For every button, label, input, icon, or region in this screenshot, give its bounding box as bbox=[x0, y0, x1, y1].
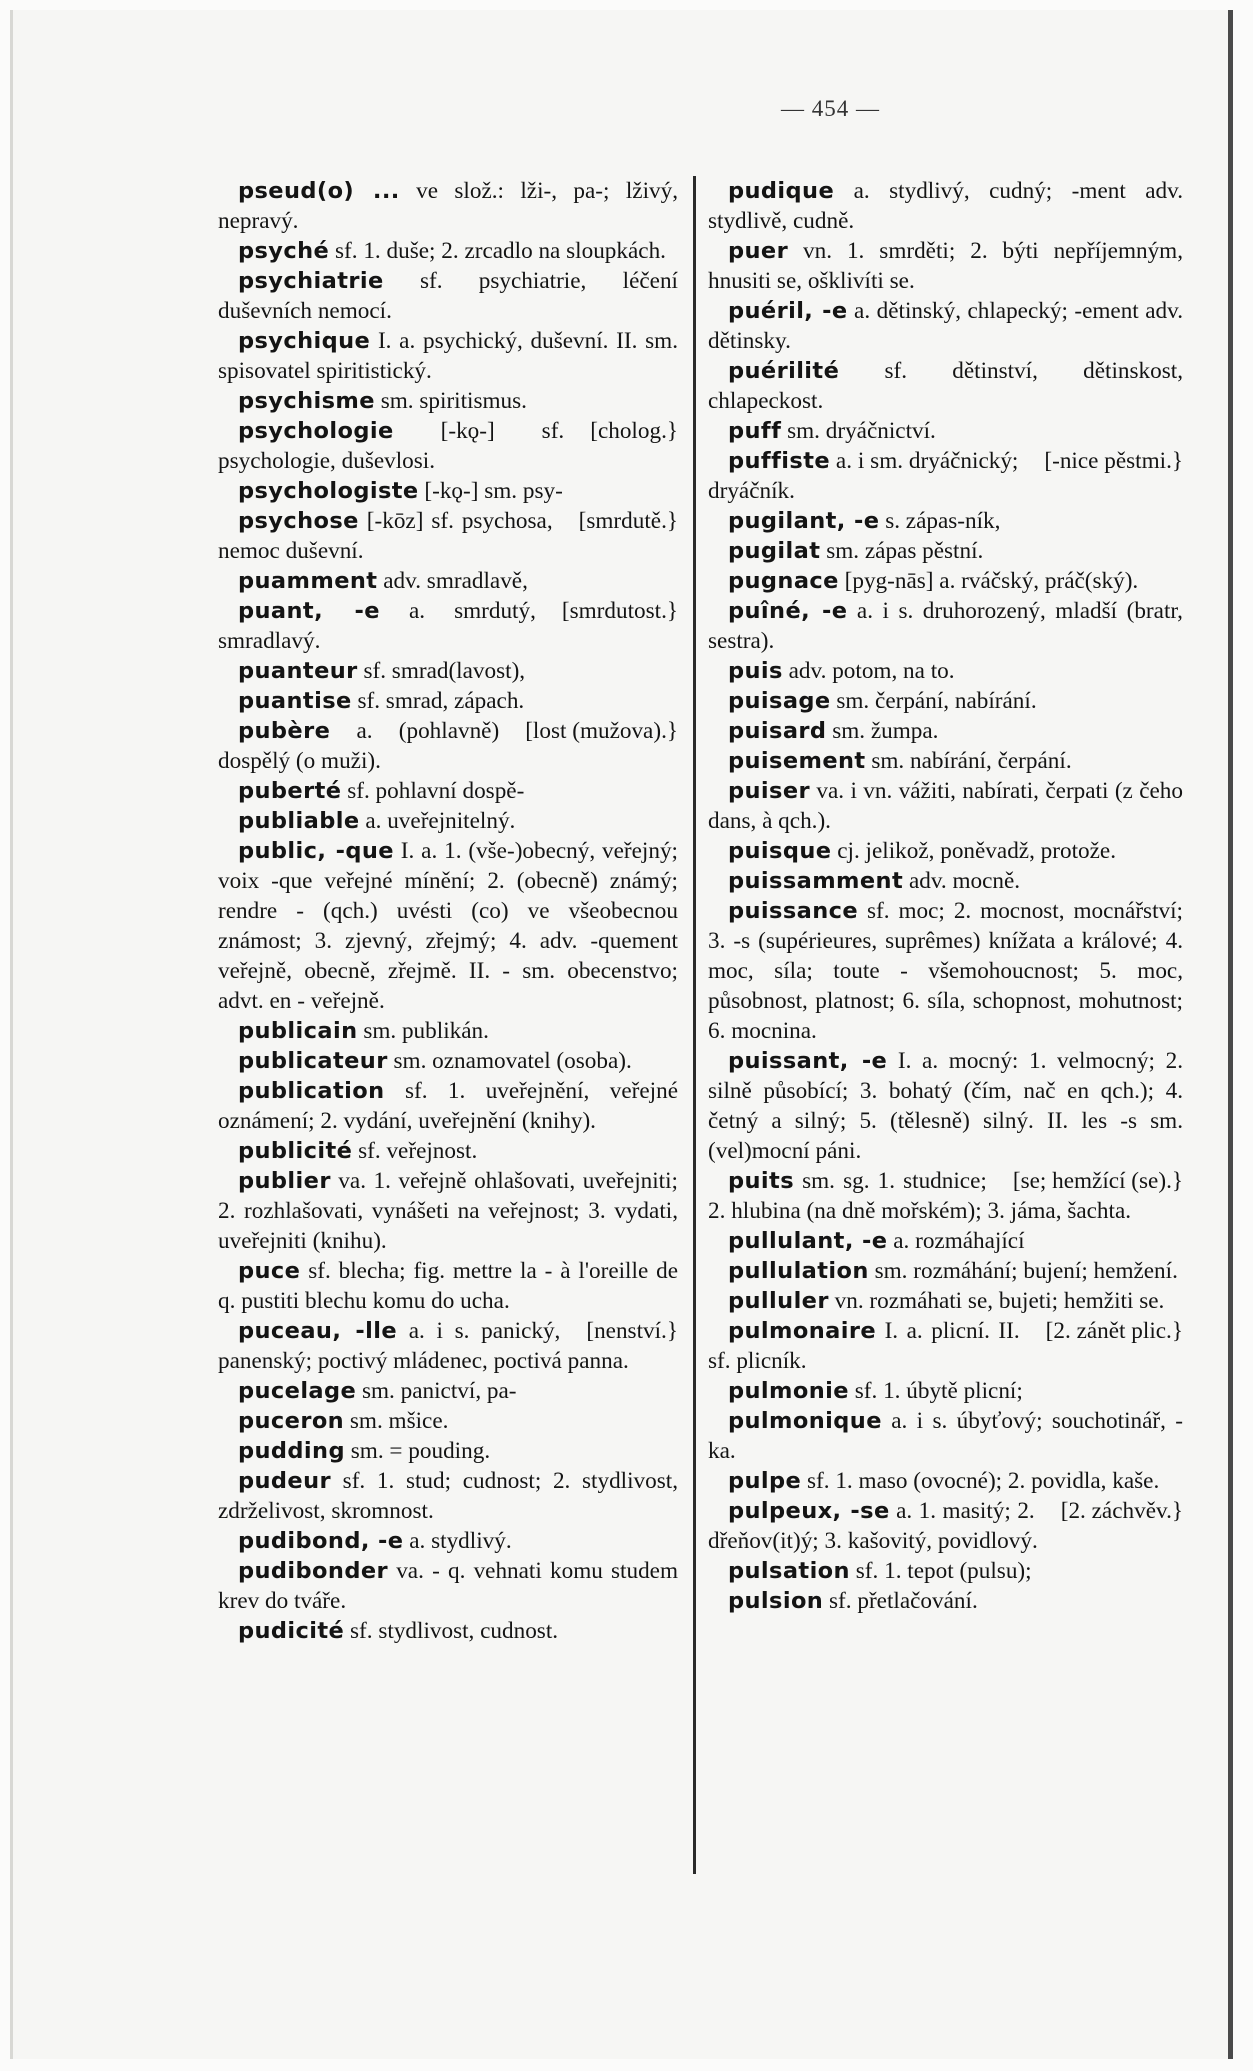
definition: sf. dětinství, dětinskost, chlapeckost. bbox=[708, 358, 1183, 414]
definition: I. a. psychický, duševní. II. sm. spisovatel spiritistický. bbox=[218, 328, 678, 384]
dictionary-entry bbox=[708, 1316, 1183, 1376]
definition: [-kōz] sf. psychosa, nemoc duševní. bbox=[218, 508, 553, 564]
dictionary-entry bbox=[708, 506, 1183, 536]
dictionary-entry bbox=[218, 1256, 678, 1316]
headword: psychique bbox=[238, 328, 371, 354]
definition: va. - q. vehnati komu studem krev do tváře. bbox=[218, 1558, 678, 1614]
dictionary-entry bbox=[708, 566, 1183, 596]
headword: pulpe bbox=[728, 1468, 802, 1494]
headword: pulpeux, -se bbox=[728, 1498, 890, 1524]
definition: a. smrdutý, smradlavý. bbox=[218, 598, 536, 654]
definition: vn. rozmáhati se, bujeti; hemžiti se. bbox=[828, 1288, 1165, 1314]
dictionary-entry bbox=[708, 356, 1183, 416]
headword: puissant, -e bbox=[728, 1048, 888, 1074]
definition: va. 1. veřejně ohlašovati, uveřejniti; 2. rozhlašovati, vynášeti na veřejnost; 3. vydati, uveřejniti (knihu). bbox=[218, 1168, 678, 1254]
headword: puer bbox=[728, 238, 789, 264]
dictionary-entry bbox=[708, 176, 1183, 236]
definition: sf. blecha; fig. mettre la - à l'oreille de q. pustiti blechu komu do ucha. bbox=[218, 1258, 678, 1314]
headword: puanteur bbox=[238, 658, 358, 684]
headword: pseud(o) ... bbox=[238, 178, 400, 204]
headword: pullulant, -e bbox=[728, 1228, 888, 1254]
headword: pudding bbox=[238, 1438, 345, 1464]
definition: a. i s. úbyťový; souchotinář, -ka. bbox=[708, 1408, 1183, 1464]
headword: puissamment bbox=[728, 868, 904, 894]
definition: ve slož.: lži-, pa-; lživý, nepravý. bbox=[218, 178, 678, 234]
dictionary-entry bbox=[708, 536, 1183, 566]
dictionary-entry bbox=[708, 1226, 1183, 1256]
headword: pullulation bbox=[728, 1258, 869, 1284]
right-column bbox=[708, 176, 1183, 1616]
definition: I. a. plicní. II. sf. plicník. bbox=[708, 1318, 1020, 1374]
definition: sm. = pouding. bbox=[344, 1438, 491, 1464]
definition: sm. čerpání, nabírání. bbox=[830, 688, 1037, 714]
definition: [pyg-nās] a. rváčský, práč(ský). bbox=[838, 568, 1139, 594]
definition: a. stydlivý, cudný; -ment adv. stydlivě, cudně. bbox=[708, 178, 1183, 234]
headword: publicité bbox=[238, 1138, 353, 1164]
definition: sm. sg. 1. studnice; 2. hlubina (na dně mořském); 3. jáma, šachta. bbox=[708, 1168, 1132, 1224]
definition: a. i s. druhorozený, mladší (bratr, sestra). bbox=[708, 598, 1183, 654]
dictionary-entry bbox=[708, 1556, 1183, 1586]
headword: psychisme bbox=[238, 388, 375, 414]
definition: vn. 1. smrděti; 2. býti nepříjemným, hnusiti se, ošklivíti se. bbox=[708, 238, 1183, 294]
definition: sf. přetlačování. bbox=[823, 1588, 978, 1614]
headword: pudique bbox=[728, 178, 835, 204]
definition: a. i sm. dryáčnický; dryáčník. bbox=[708, 448, 1019, 504]
entry-tail: [se; hemžící (se).} bbox=[1012, 1168, 1183, 1194]
dictionary-entry bbox=[218, 1436, 678, 1466]
headword: psychologie bbox=[238, 418, 394, 444]
dictionary-entry bbox=[708, 416, 1183, 446]
dictionary-entry bbox=[218, 776, 678, 806]
headword: puîné, -e bbox=[728, 598, 848, 624]
headword: pulmonie bbox=[728, 1378, 849, 1404]
dictionary-entry bbox=[218, 266, 678, 326]
dictionary-entry bbox=[708, 446, 1183, 506]
definition: cj. jelikož, poněvadž, protože. bbox=[831, 838, 1117, 864]
headword: puantise bbox=[238, 688, 352, 714]
definition: a. uveřejnitelný. bbox=[359, 808, 516, 834]
definition: sf. veřejnost. bbox=[352, 1138, 478, 1164]
headword: pugilat bbox=[728, 538, 821, 564]
dictionary-entry bbox=[708, 1496, 1183, 1556]
dictionary-entry bbox=[708, 896, 1183, 1046]
dictionary-entry bbox=[218, 386, 678, 416]
entry-tail: [2. zánět plic.} bbox=[1045, 1318, 1183, 1344]
headword: puisage bbox=[728, 688, 831, 714]
headword: psychologiste bbox=[238, 478, 419, 504]
headword: puissance bbox=[728, 898, 859, 924]
headword: puis bbox=[728, 658, 783, 684]
definition: sm. nabírání, čerpání. bbox=[865, 748, 1072, 774]
headword: puant, -e bbox=[238, 598, 380, 624]
headword: puisard bbox=[728, 718, 827, 744]
dictionary-entry bbox=[218, 686, 678, 716]
headword: psychiatrie bbox=[238, 268, 384, 294]
definition: sf. stydlivost, cudnost. bbox=[344, 1618, 559, 1644]
entry-tail: [smrdutě.} bbox=[578, 508, 678, 534]
dictionary-entry bbox=[218, 476, 678, 506]
dictionary-entry bbox=[708, 1256, 1183, 1286]
headword: puceau, -lle bbox=[238, 1318, 398, 1344]
headword: pulluler bbox=[728, 1288, 829, 1314]
headword: pucelage bbox=[238, 1378, 357, 1404]
dictionary-entry bbox=[708, 596, 1183, 656]
definition: adv. mocně. bbox=[903, 868, 1021, 894]
definition: sf. pohlavní dospě- bbox=[341, 778, 525, 804]
headword: pudibond, -e bbox=[238, 1528, 404, 1554]
column-divider bbox=[693, 176, 696, 1874]
headword: puéril, -e bbox=[728, 298, 848, 324]
definition: sf. smrad(lavost), bbox=[357, 658, 526, 684]
headword: pudicité bbox=[238, 1618, 345, 1644]
definition: sm. rozmáhání; bujení; hemžení. bbox=[868, 1258, 1178, 1284]
definition: a. stydlivý. bbox=[403, 1528, 512, 1554]
dictionary-entry bbox=[218, 176, 678, 236]
headword: publiable bbox=[238, 808, 360, 834]
definition: I. a. 1. (vše-)obecný, veřejný; voix -que veřejné mínění; 2. (obecně) známý; rendre - (qch.) uvésti (co) ve všeobecnou známost; 3. zjevný, zřejmý; 4. adv. -quement veřejně, obecně, zřejmě. II. - sm. obecenstvo; advt. en - veřejně. bbox=[218, 838, 678, 1014]
headword: puisque bbox=[728, 838, 832, 864]
dictionary-entry bbox=[708, 1376, 1183, 1406]
dictionary-entry bbox=[218, 326, 678, 386]
dictionary-entry bbox=[218, 1076, 678, 1136]
dictionary-entry bbox=[218, 506, 678, 566]
definition: I. a. mocný: 1. velmocný; 2. silně působící; 3. bohatý (čím, nač en qch.); 4. četný a silný; 5. (tělesně) silný. II. les -s sm. (vel)mocní páni. bbox=[708, 1048, 1183, 1164]
entry-tail: [-nice pěstmi.} bbox=[1044, 448, 1183, 474]
definition: sm. publikán. bbox=[357, 1018, 489, 1044]
headword: pudeur bbox=[238, 1468, 332, 1494]
dictionary-entry bbox=[218, 1316, 678, 1376]
dictionary-entry bbox=[218, 566, 678, 596]
dictionary-entry bbox=[218, 1556, 678, 1616]
headword: pulmonique bbox=[728, 1408, 882, 1434]
headword: pugnace bbox=[728, 568, 839, 594]
headword: pubère bbox=[238, 718, 331, 744]
definition: adv. smradlavě, bbox=[377, 568, 528, 594]
entry-tail: [lost (mužova).} bbox=[525, 718, 678, 744]
definition: sf. psychiatrie, léčení duševních nemocí. bbox=[218, 268, 678, 324]
headword: pugilant, -e bbox=[728, 508, 880, 534]
definition: sf. smrad, zápach. bbox=[351, 688, 525, 714]
headword: puceron bbox=[238, 1408, 345, 1434]
headword: puits bbox=[728, 1168, 794, 1194]
dictionary-entry bbox=[218, 1406, 678, 1436]
dictionary-entry bbox=[218, 1016, 678, 1046]
entry-tail: [nenství.} bbox=[586, 1318, 678, 1344]
dictionary-entry bbox=[218, 716, 678, 776]
headword: puce bbox=[238, 1258, 301, 1284]
dictionary-entry bbox=[708, 836, 1183, 866]
dictionary-entry bbox=[218, 1166, 678, 1256]
dictionary-entry bbox=[218, 1376, 678, 1406]
dictionary-entry bbox=[218, 1616, 678, 1646]
definition: sm. oznamovatel (osoba). bbox=[387, 1048, 632, 1074]
dictionary-entry bbox=[708, 866, 1183, 896]
dictionary-entry bbox=[708, 1406, 1183, 1466]
definition: sm. dryáčnictví. bbox=[781, 418, 936, 444]
dictionary-entry bbox=[218, 416, 678, 476]
dictionary-entry bbox=[218, 236, 678, 266]
dictionary-entry bbox=[218, 1466, 678, 1526]
entry-tail: [2. záchvěv.} bbox=[1060, 1498, 1183, 1524]
dictionary-entry bbox=[708, 1466, 1183, 1496]
page-number: — 454 — bbox=[781, 96, 880, 121]
definition: sm. zápas pěstní. bbox=[820, 538, 984, 564]
headword: psyché bbox=[238, 238, 330, 264]
dictionary-entry bbox=[708, 1286, 1183, 1316]
headword: pulsion bbox=[728, 1588, 824, 1614]
dictionary-entry bbox=[708, 1046, 1183, 1166]
definition: sf. 1. stud; cudnost; 2. stydlivost, zdrželivost, skromnost. bbox=[218, 1468, 678, 1524]
headword: publicain bbox=[238, 1018, 358, 1044]
definition: a. (pohlavně) dospělý (o muži). bbox=[218, 718, 500, 774]
headword: puisement bbox=[728, 748, 866, 774]
headword: psychose bbox=[238, 508, 359, 534]
definition: a. rozmáhající bbox=[887, 1228, 1025, 1254]
definition: sm. spiritismus. bbox=[374, 388, 527, 414]
dictionary-entry bbox=[708, 656, 1183, 686]
dictionary-entry bbox=[218, 1046, 678, 1076]
dictionary-entry bbox=[218, 1526, 678, 1556]
dictionary-entry bbox=[218, 1136, 678, 1166]
definition: va. i vn. vážiti, nabírati, čerpati (z čeho dans, à qch.). bbox=[708, 778, 1183, 834]
headword: public, -que bbox=[238, 838, 394, 864]
definition: sf. moc; 2. mocnost, mocnářství; 3. -s (supérieures, suprêmes) knížata a králové; 4. moc, síla; toute - všemohoucnost; 5. moc, působnost, platnost; 6. síla, schopnost, mohutnost; 6. mocnina. bbox=[708, 898, 1183, 1044]
definition: [-kǫ-] sf. psychologie, duševlosi. bbox=[218, 418, 565, 474]
definition: adv. potom, na to. bbox=[782, 658, 955, 684]
headword: publication bbox=[238, 1078, 385, 1104]
headword: publier bbox=[238, 1168, 331, 1194]
definition: sm. panictví, pa- bbox=[356, 1378, 517, 1404]
definition: sf. 1. maso (ovocné); 2. povidla, kaše. bbox=[801, 1468, 1160, 1494]
definition: a. i s. panický, panenský; poctivý mládenec, poctivá panna. bbox=[218, 1318, 629, 1374]
dictionary-entry bbox=[708, 236, 1183, 296]
dictionary-entry bbox=[708, 686, 1183, 716]
definition: a. 1. masitý; 2. dřeňov(it)ý; 3. kašovitý, povidlový. bbox=[708, 1498, 1038, 1554]
dictionary-entry bbox=[708, 716, 1183, 746]
dictionary-entry bbox=[218, 596, 678, 656]
definition: sm. žumpa. bbox=[826, 718, 939, 744]
definition: sf. 1. tepot (pulsu); bbox=[849, 1558, 1032, 1584]
definition: sf. 1. uveřejnění, veřejné oznámení; 2. vydání, uveřejnění (knihy). bbox=[218, 1078, 678, 1134]
dictionary-entry bbox=[218, 806, 678, 836]
headword: publicateur bbox=[238, 1048, 388, 1074]
headword: puffiste bbox=[728, 448, 831, 474]
dictionary-entry bbox=[708, 1166, 1183, 1226]
definition: s. zápas-ník, bbox=[879, 508, 1001, 534]
definition: sf. 1. duše; 2. zrcadlo na sloupkách. bbox=[329, 238, 666, 264]
dictionary-entry bbox=[218, 836, 678, 1016]
dictionary-entry bbox=[708, 746, 1183, 776]
entry-tail: [smrdutost.} bbox=[561, 598, 678, 624]
headword: pulmonaire bbox=[728, 1318, 877, 1344]
headword: puff bbox=[728, 418, 782, 444]
entry-tail: [cholog.} bbox=[590, 418, 678, 444]
dictionary-entry bbox=[218, 656, 678, 686]
headword: puérilité bbox=[728, 358, 840, 384]
dictionary-page bbox=[10, 10, 1233, 2059]
definition: [-kǫ-] sm. psy- bbox=[418, 478, 563, 504]
dictionary-entry bbox=[708, 296, 1183, 356]
dictionary-entry bbox=[708, 776, 1183, 836]
headword: pulsation bbox=[728, 1558, 850, 1584]
headword: puberté bbox=[238, 778, 342, 804]
left-column bbox=[218, 176, 678, 1646]
headword: pudibonder bbox=[238, 1558, 388, 1584]
definition: sf. 1. úbytě plicní; bbox=[848, 1378, 1023, 1404]
definition: sm. mšice. bbox=[344, 1408, 449, 1434]
dictionary-entry bbox=[708, 1586, 1183, 1616]
headword: puiser bbox=[728, 778, 810, 804]
headword: puamment bbox=[238, 568, 378, 594]
definition: a. dětinský, chlapecký; -ement adv. dětinsky. bbox=[708, 298, 1183, 354]
